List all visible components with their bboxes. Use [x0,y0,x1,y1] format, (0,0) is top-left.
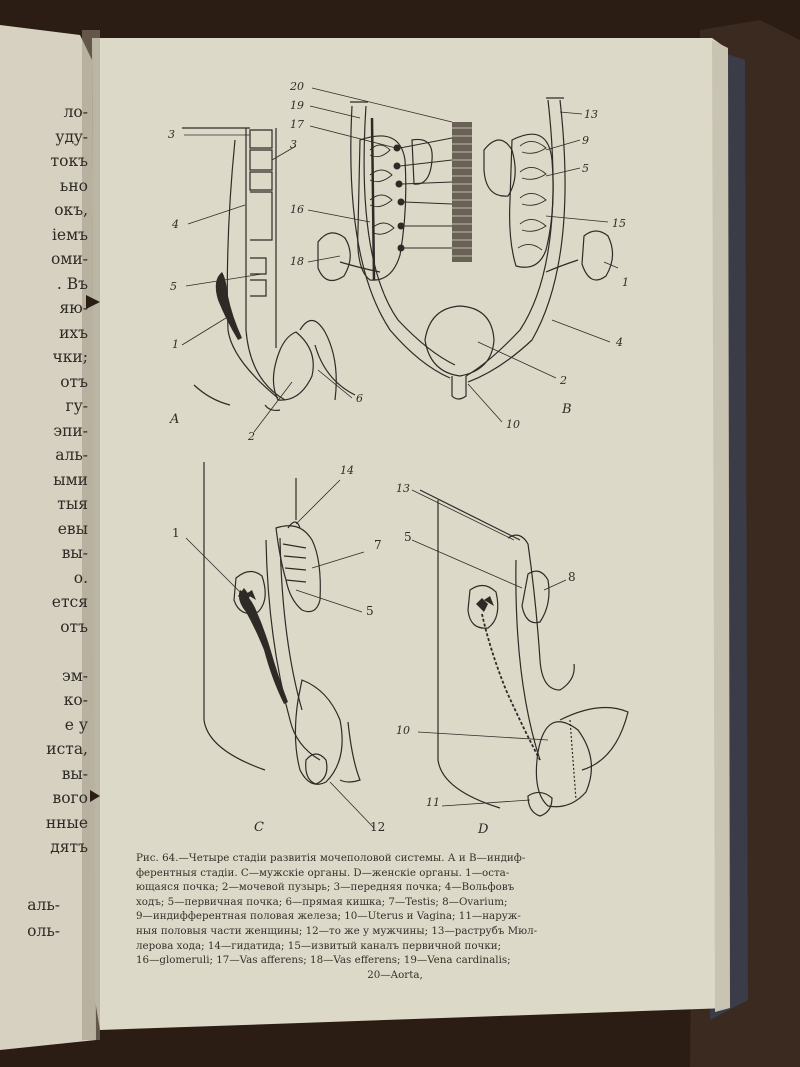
figure-caption [136,851,654,982]
label-b-16: 16 [290,203,304,216]
left-page-line: отъ [60,372,88,391]
aorta-b [452,122,472,262]
left-page-line: е у [64,715,88,734]
left-page-line: иста, [46,740,88,758]
left-page-line: евы [57,519,88,538]
left-page-line: эм- [62,666,88,685]
left-page-line: чки; [52,348,88,366]
label-a-4: 4 [172,218,179,231]
label-a-2: 2 [248,430,255,443]
label-a-1: 1 [172,338,179,351]
label-d-10: 10 [396,724,410,737]
label-d-13: 13 [396,482,410,495]
left-page-text [0,100,88,860]
left-page-text-bottom [0,892,60,944]
left-page-line: яю- [59,299,88,317]
left-page-line: ьно [59,176,88,195]
label-c-14: 14 [340,464,354,477]
caption-line: ющаяся почка; 2—мочевой пузырь; 3—передняя почка; 4—Вольфовъ [136,881,515,894]
left-page-line: лo- [63,103,88,121]
label-d-5: 5 [404,530,412,544]
panel-a: A [170,412,180,427]
label-b-19: 19 [290,99,304,112]
label-c-7: 7 [374,538,382,552]
left-page-line: отъ [60,617,88,636]
left-page-line: о. [73,568,88,587]
left-page-line: ко- [63,691,88,709]
left-page-line: нные [45,813,88,832]
panel-c: C [254,820,264,835]
label-b-17: 17 [290,118,304,131]
label-b-13: 13 [584,108,598,121]
label-d-11: 11 [426,796,440,809]
caption-line: ферентныя стадіи. С—мужскіе органы. D—женскіе органы. 1—оста- [136,866,510,879]
left-page-line: ется [51,593,88,611]
left-page-line: iемъ [51,225,88,244]
left-page-line: удy- [55,127,88,146]
left-page-line: токъ [50,152,88,170]
label-b-5: 5 [582,162,589,175]
label-b-18: 18 [290,255,304,268]
left-page-line: вы- [61,764,88,783]
label-c-1: 1 [172,526,180,540]
label-a-3: 3 [290,138,297,151]
label-c-5: 5 [366,604,374,618]
left-page-line: эпи- [53,421,88,440]
left-page-line: оми- [51,250,88,268]
left-page-line: оль- [27,922,60,940]
label-b-15: 15 [612,217,626,230]
caption-line: 9—индифферентная половая железа; 10—Uterus и Vagina; 11—наруж- [136,910,521,923]
label-a-5: 5 [170,280,177,293]
panel-b: B [562,402,572,417]
label-d-8: 8 [568,570,576,584]
left-page-line: окъ, [54,201,88,219]
left-page-line: аль- [27,896,60,914]
label-b-20: 20 [290,80,304,93]
caption-line: 20—Aorta, [367,968,423,981]
panel-d: D [478,822,489,837]
label-b-2: 2 [560,374,567,387]
left-page-line: вы- [61,544,88,562]
left-page-line: ыми [53,470,88,489]
label-b-4: 4 [616,336,623,349]
label-a-6: 6 [356,392,363,405]
caption-line: лерова хода; 14—гидатида; 15—извитый каналъ первичной почки; [136,939,502,952]
label-a-3-top: 3 [168,128,175,141]
caption-line: Рис. 64.—Четыре стадіи развитія мочеполовой системы. А и В—индиф- [136,852,526,864]
label-c-12: 12 [370,820,386,834]
caption-line: 16—glomeruli; 17—Vas afferens; 18—Vas efferens; 19—Vena cardinalis; [136,954,511,967]
left-page-line: гу- [65,397,88,415]
left-page-line: тыя [57,495,88,513]
caption-line: ходъ; 5—первичная почка; 6—прямая кишка; 7—Testis; 8—Ovarium; [136,895,508,908]
left-page-line [0,639,88,664]
left-page-line: дятъ [50,838,88,856]
label-b-10: 10 [506,418,520,431]
label-b-1: 1 [622,276,629,289]
left-page-line: ихъ [59,323,88,342]
left-page-line: вого [52,789,88,807]
left-page-line: аль- [55,446,88,464]
caption-line: ныя половыя части женщины; 12—то же у мужчины; 13—раструбъ Мюл- [136,924,538,937]
label-b-9: 9 [582,134,589,147]
left-page-line: . Въ [56,274,88,293]
